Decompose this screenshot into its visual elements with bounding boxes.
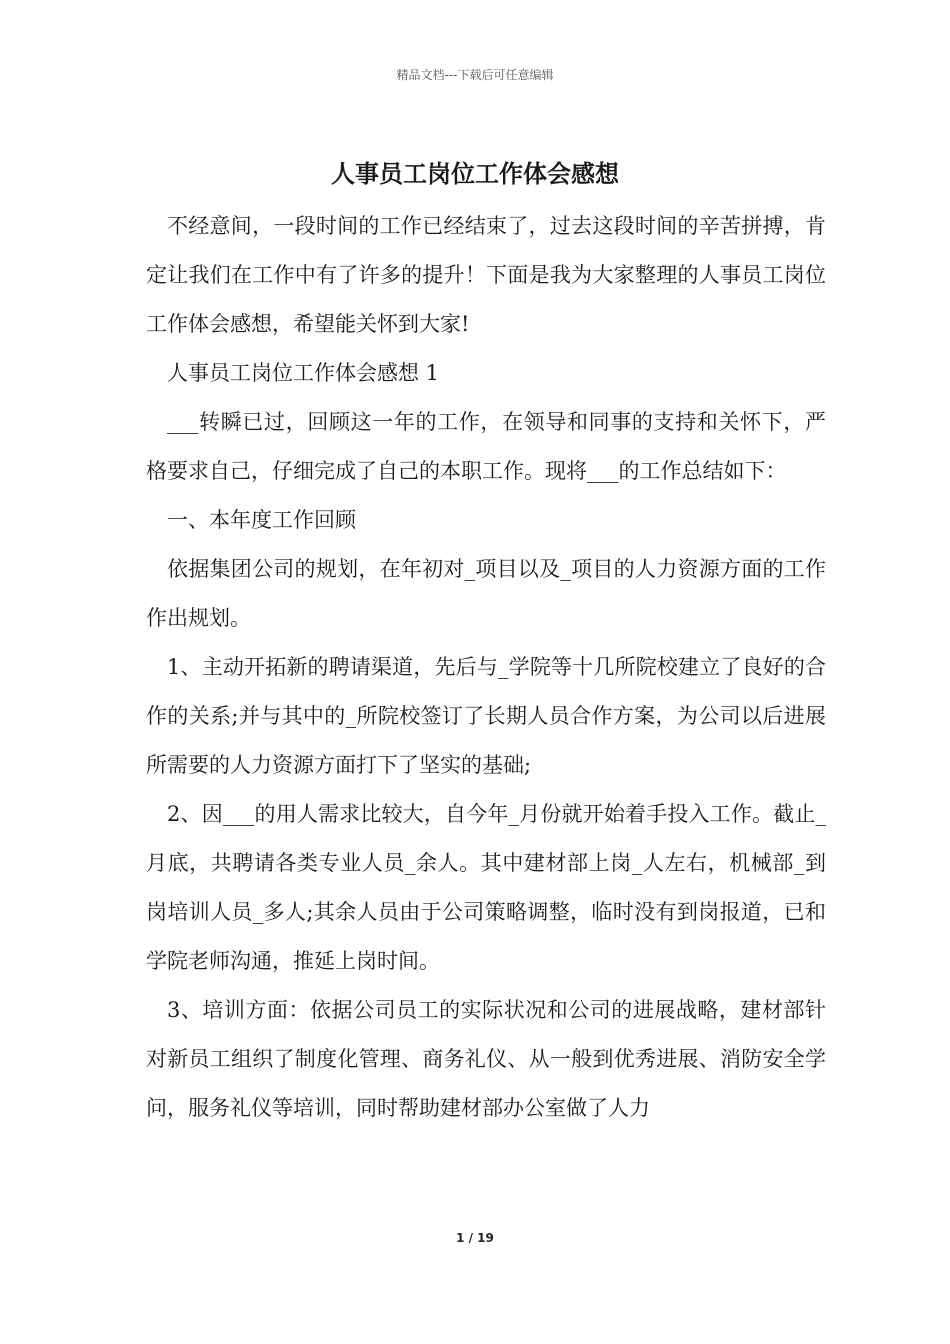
page-number: 1 / 19 — [456, 1231, 494, 1245]
section-heading-review: 一、本年度工作回顾 — [167, 508, 356, 532]
paragraph-item-1: 1、主动开拓新的聘请渠道，先后与_学院等十几所院校建立了良好的合作的关系;并与其中的_所院校签订了长期人员合作方案，为公司以后进展所需要的人力资源方面打下了坚实的基础; — [146, 655, 826, 777]
paragraph-plan: 依据集团公司的规划，在年初对_项目以及_项目的人力资源方面的工作作出规划。 — [146, 557, 826, 630]
page-header: 精品文档---下载后可任意编辑 — [396, 68, 554, 82]
section-heading-1: 人事员工岗位工作体会感想 1 — [167, 361, 440, 385]
paragraph-item-3: 3、培训方面：依据公司员工的实际状况和公司的进展战略，建材部针对新员工组织了制度化管理、商务礼仪、从一般到优秀进展、消防安全学问，服务礼仪等培训，同时帮助建材部办公室做了人力 — [146, 998, 826, 1120]
paragraph-item-2: 2、因___的用人需求比较大，自今年_月份就开始着手投入工作。截止_月底，共聘请各类专业人员_余人。其中建材部上岗_人左右，机械部_到岗培训人员_多人;其余人员由于公司策略调整，临时没有到岗报道，已和学院老师沟通，推延上岗时间。 — [146, 802, 826, 973]
paragraph-summary: ___转瞬已过，回顾这一年的工作，在领导和同事的支持和关怀下，严格要求自己，仔细完成了自己的本职工作。现将___的工作总结如下： — [146, 410, 826, 483]
document-title: 人事员工岗位工作体会感想 — [331, 160, 619, 188]
document-body — [146, 202, 826, 1133]
intro-paragraph: 不经意间，一段时间的工作已经结束了，过去这段时间的辛苦拼搏，肯定让我们在工作中有了许多的提升！下面是我为大家整理的人事员工岗位工作体会感想，希望能关怀到大家! — [146, 214, 826, 336]
